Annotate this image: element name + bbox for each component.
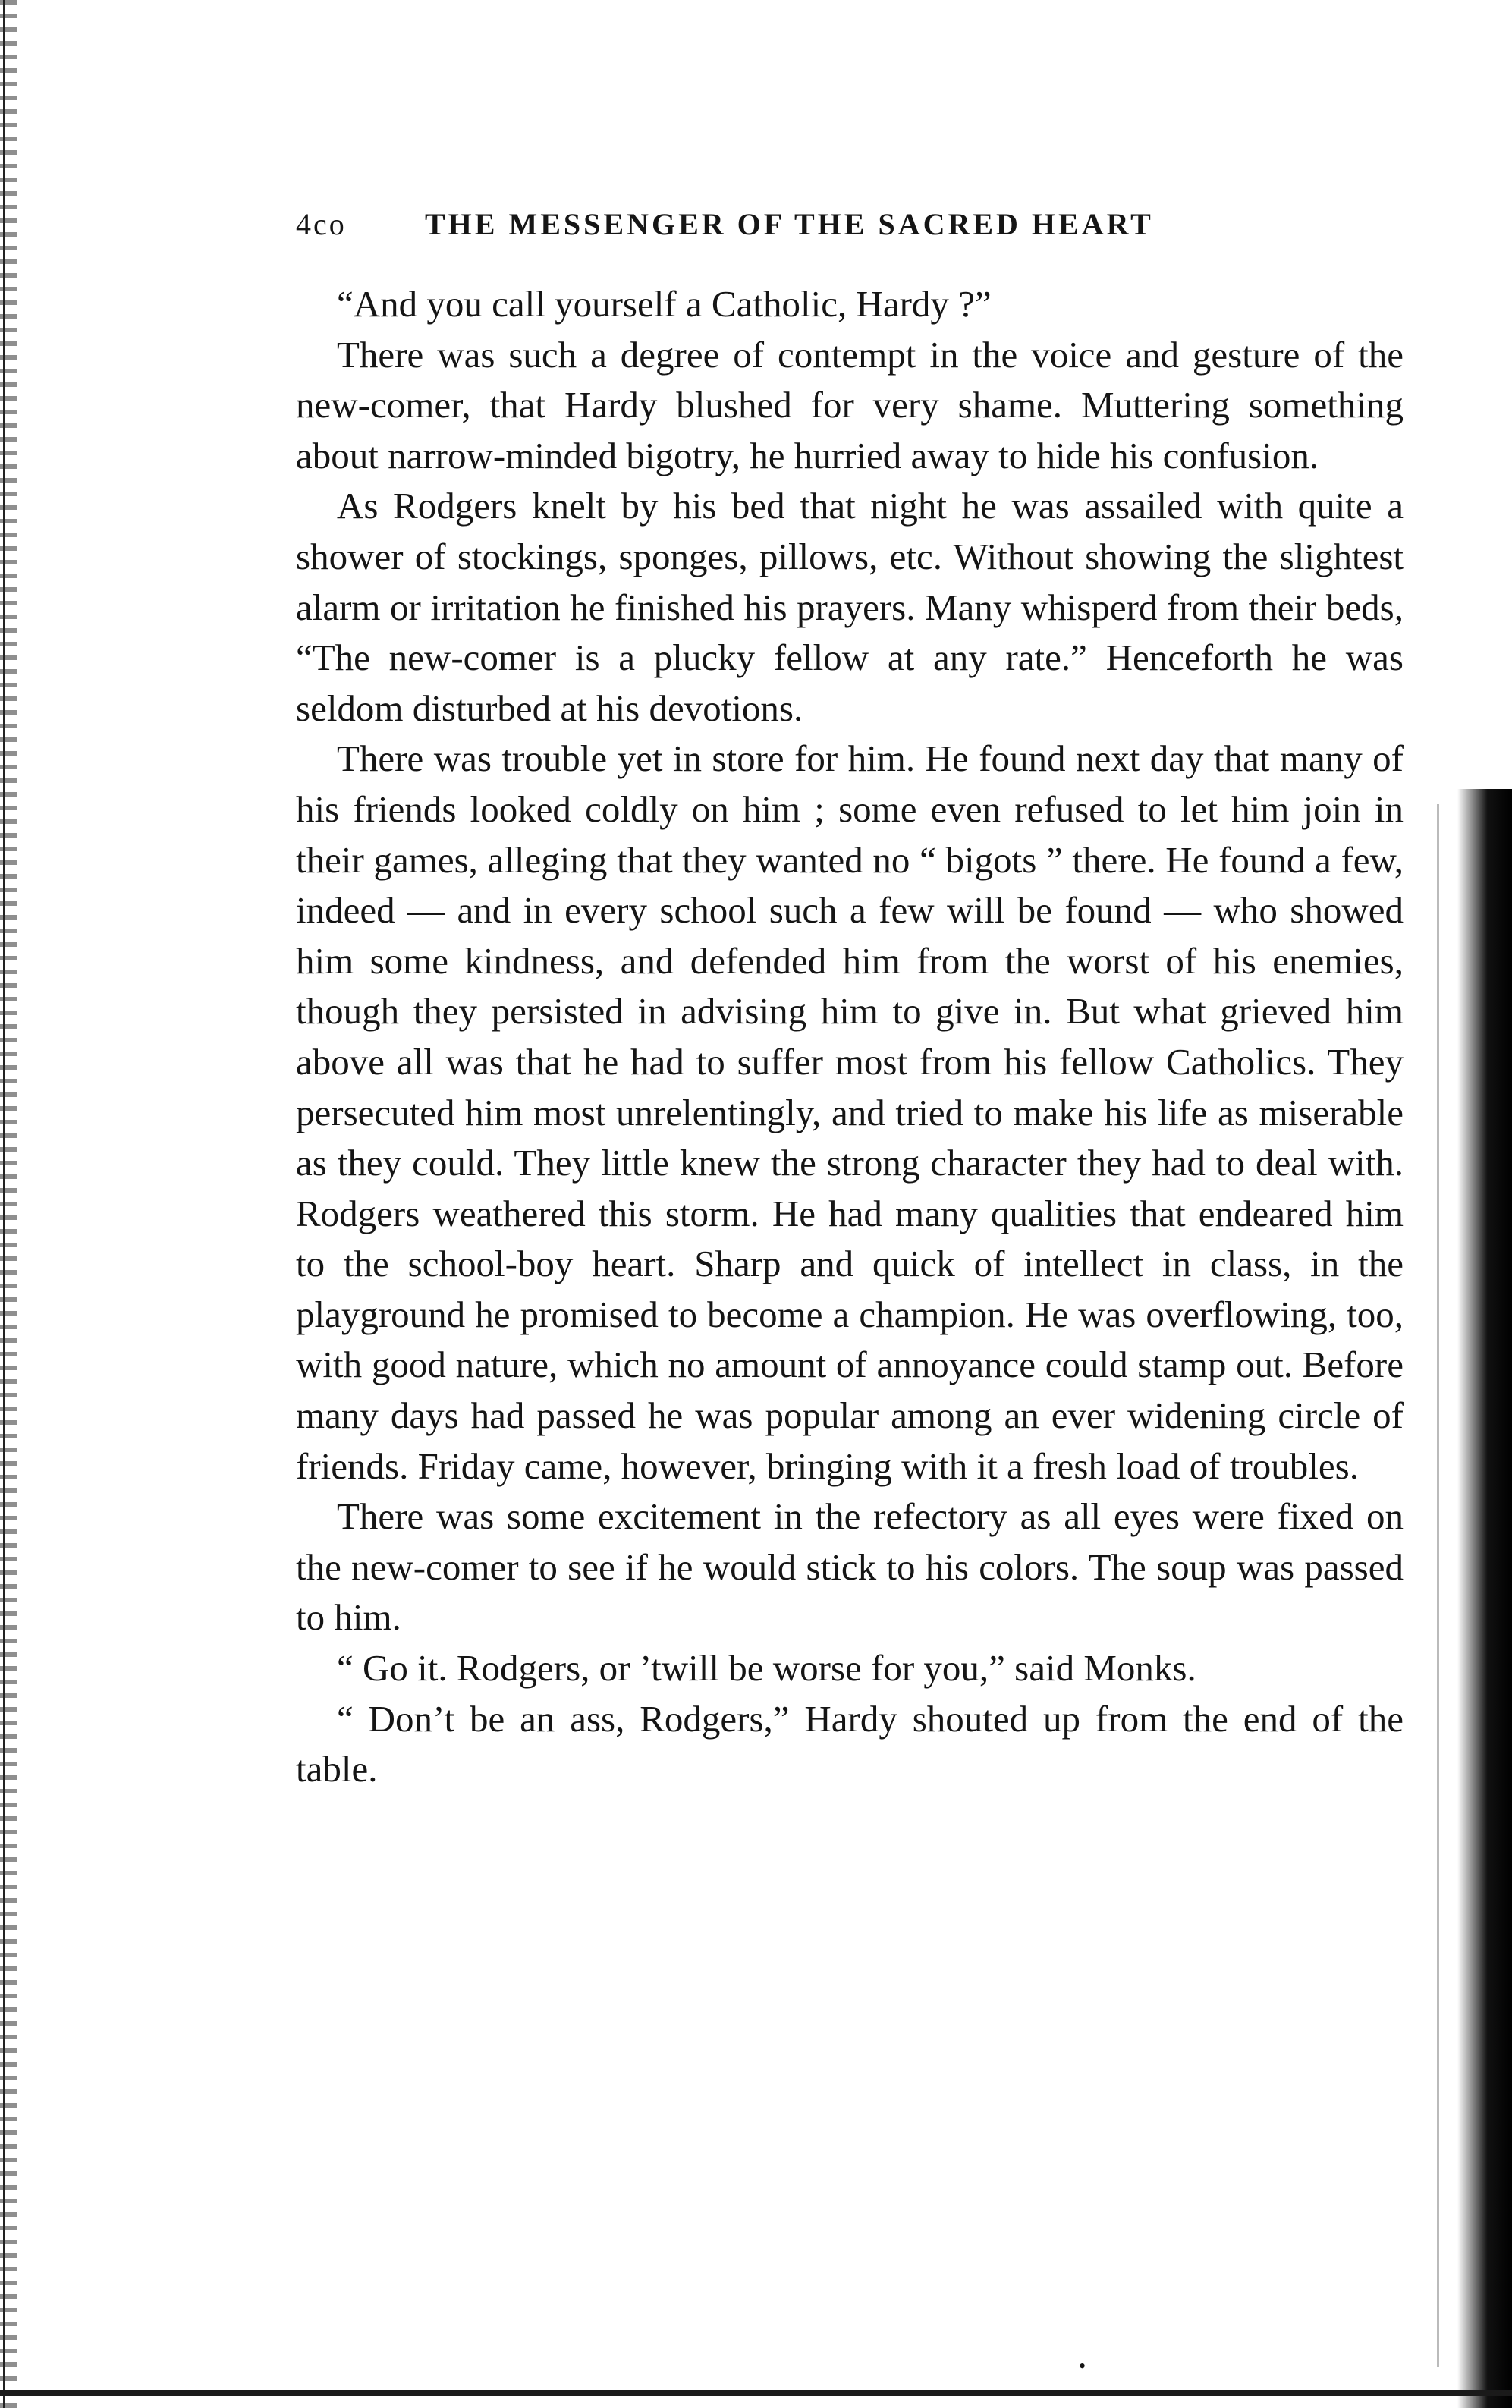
page-number: 4co <box>296 207 347 241</box>
printer-dot-icon: • <box>1079 2355 1086 2377</box>
paragraph: “ Don’t be an ass, Rodgers,” Hardy shouted up from the end of the table. <box>296 1697 1404 1790</box>
running-title: THE MESSENGER OF THE SACRED HEART <box>425 207 1154 241</box>
body-text <box>296 279 1404 1795</box>
right-binding-shadow <box>1457 789 1512 2408</box>
paragraph: “ Go it. Rodgers, or ’twill be worse for you,” said Monks. <box>337 1647 1196 1690</box>
right-binding-line <box>1437 804 1439 2367</box>
paragraph: There was some excitement in the refectory as all eyes were fixed on the new-comer to see if he would stick to his colors. The soup was passed to him. <box>296 1495 1404 1639</box>
bottom-scan-edge <box>0 2390 1512 2396</box>
paragraph: There was trouble yet in store for him. He found next day that many of his friends looked coldly on him ; some even refused to let him join in their games, alleging that they wanted no “ bigots ” there. He found a few, indeed — and in every school such a few will be found — who showed him some kindness, and defended him from the worst of his enemies, though they persisted in advising him to give in. But what grieved him above all was that he had to suffer most from his fellow Catholics. They persecuted him most unrelentingly, and tried to make his life as miserable as they could. They little knew the strong character they had to deal with. Rodgers weathered this storm. He had many qualities that endeared him to the school-boy heart. Sharp and quick of intellect in class, in the playground he promised to become a champion. He was overflowing, too, with good nature, which no amount of annoyance could stamp out. Before many days had passed he was popular among an ever widening circle of friends. Friday came, however, bringing with it a fresh load of troubles. <box>296 737 1404 1487</box>
running-header <box>296 206 1252 252</box>
paragraph: There was such a degree of contempt in the voice and gesture of the new-comer, that Hardy blushed for very shame. Muttering something about narrow-minded bigotry, he hurried away to hide his confusion. <box>296 333 1404 476</box>
left-scan-edge-line <box>3 0 5 2408</box>
paragraph: As Rodgers knelt by his bed that night he was assailed with quite a shower of stockings, sponges, pillows, etc. Without showing the slightest alarm or irritation he finished his prayers. Many whisperd from their beds, “The new-comer is a plucky fellow at any rate.” Henceforth he was seldom disturbed at his devotions. <box>296 485 1404 729</box>
paragraph: “And you call yourself a Catholic, Hardy ?” <box>337 283 992 325</box>
